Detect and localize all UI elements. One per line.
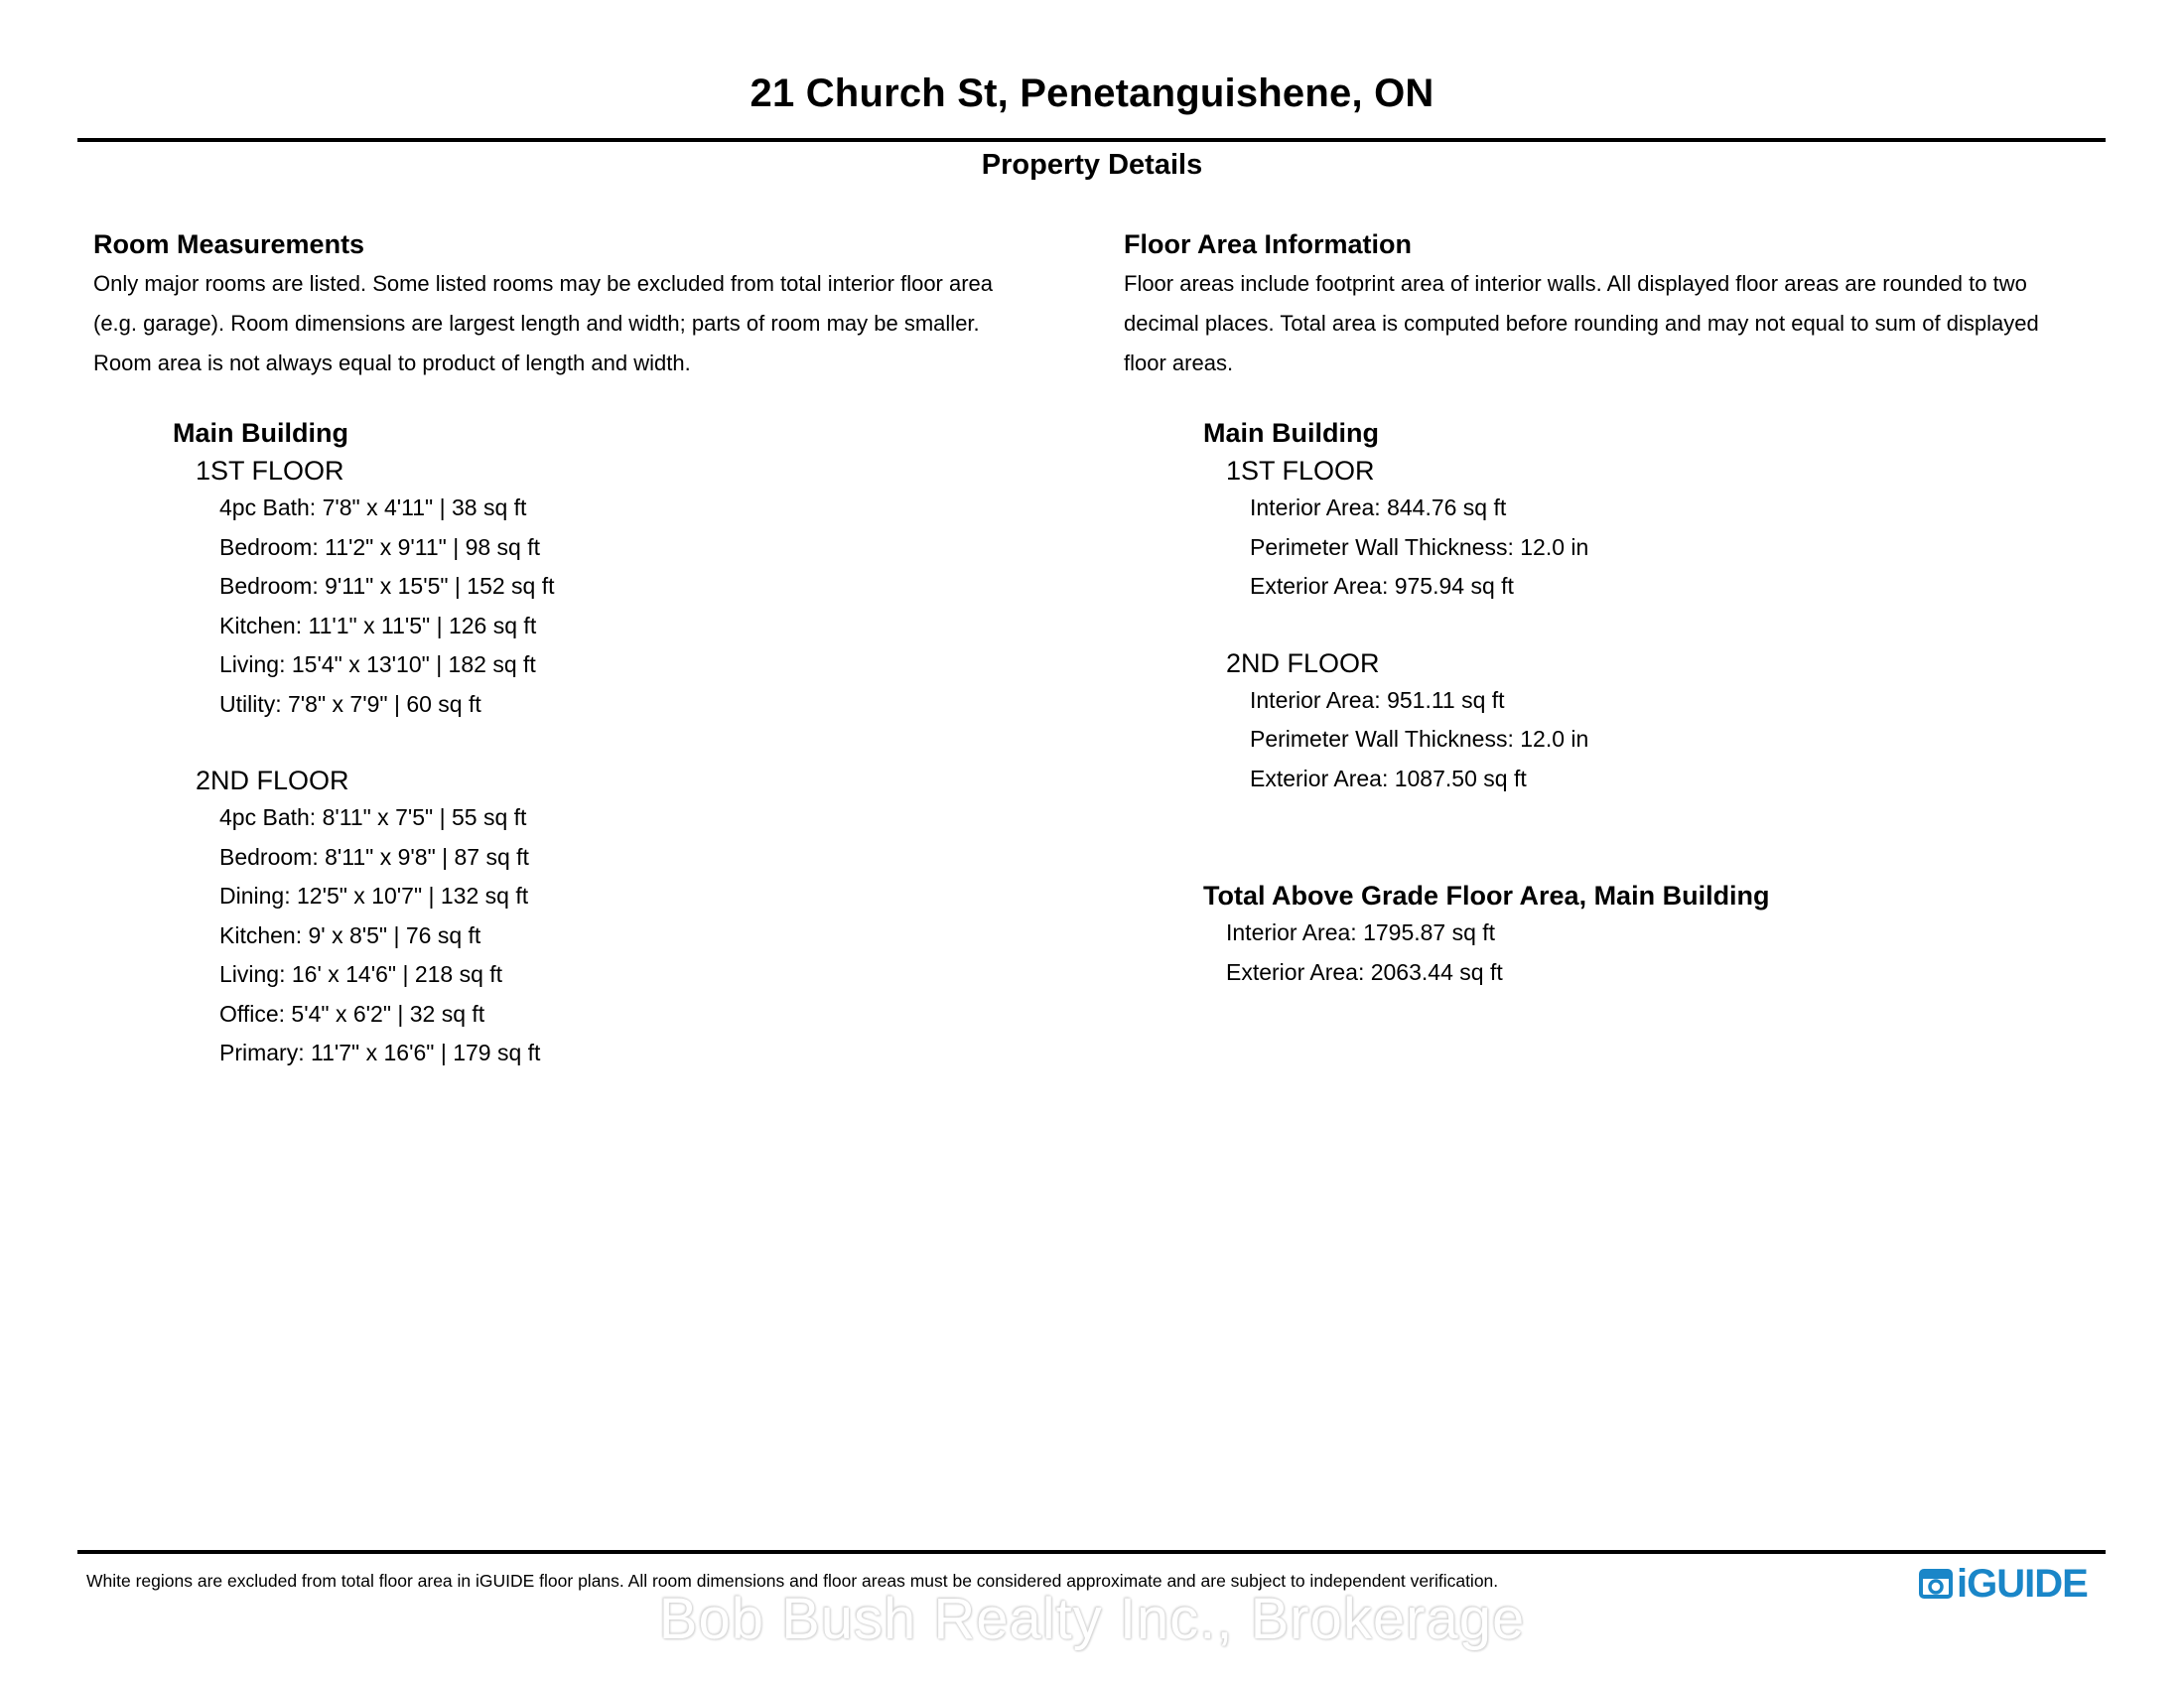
description-line: Room area is not always equal to product of length and width. <box>93 351 691 375</box>
building-name: Main Building <box>173 418 348 448</box>
room-item: Dining: 12'5" x 10'7" | 132 sq ft <box>219 883 529 909</box>
description-line: floor areas. <box>1124 351 1234 375</box>
room-item: Primary: 11'7" x 16'6" | 179 sq ft <box>219 1040 541 1065</box>
area-item: Exterior Area: 1087.50 sq ft <box>1250 765 1527 791</box>
room-list <box>219 489 1086 724</box>
area-item: Perimeter Wall Thickness: 12.0 in <box>1250 726 1589 752</box>
floor-area-heading: Floor Area Information <box>1124 229 1413 259</box>
floor-name: 1ST FLOOR <box>196 456 344 486</box>
description-line: Only major rooms are listed. Some listed rooms may be excluded from total interior floor area <box>93 271 994 296</box>
footer-disclaimer: White regions are excluded from total floor area in iGUIDE floor plans. All room dimensions and floor areas must be considered approximate and are subject to independent verification. <box>86 1571 1499 1591</box>
room-measurements-heading: Room Measurements <box>93 229 365 259</box>
room-item: Kitchen: 11'1" x 11'5" | 126 sq ft <box>219 612 537 638</box>
room-measurements-description <box>93 264 1086 383</box>
room-item: Utility: 7'8" x 7'9" | 60 sq ft <box>219 690 481 717</box>
room-measurements-section <box>93 226 1086 1073</box>
footer-divider <box>77 1550 2106 1554</box>
iguide-logo-text: iGUIDE <box>1957 1562 2088 1606</box>
area-item: Interior Area: 951.11 sq ft <box>1250 686 1505 713</box>
room-item: Bedroom: 8'11" x 9'8" | 87 sq ft <box>219 843 529 870</box>
description-line: decimal places. Total area is computed before rounding and may not equal to sum of displayed <box>1124 311 2039 336</box>
header-divider <box>77 138 2106 142</box>
area-item: Interior Area: 844.76 sq ft <box>1250 494 1507 520</box>
total-area-list <box>1226 914 2116 992</box>
floor-area-description <box>1124 264 2116 383</box>
room-item: Bedroom: 11'2" x 9'11" | 98 sq ft <box>219 533 541 560</box>
page-subtitle: Property Details <box>981 149 1203 181</box>
room-item: 4pc Bath: 7'8" x 4'11" | 38 sq ft <box>219 494 527 520</box>
floor-name: 2ND FLOOR <box>1226 647 1380 678</box>
floor-area-section <box>1124 226 2116 992</box>
floor-name: 2ND FLOOR <box>196 766 349 795</box>
total-area-item: Exterior Area: 2063.44 sq ft <box>1226 958 1503 985</box>
area-item: Exterior Area: 975.94 sq ft <box>1250 573 1514 599</box>
total-area-item: Interior Area: 1795.87 sq ft <box>1226 919 1496 945</box>
room-item: 4pc Bath: 8'11" x 7'5" | 55 sq ft <box>219 804 527 830</box>
building-name: Main Building <box>1203 418 1379 448</box>
room-item: Living: 16' x 14'6" | 218 sq ft <box>219 961 503 987</box>
floor-name: 1ST FLOOR <box>1226 456 1375 486</box>
description-line: Floor areas include footprint area of interior walls. All displayed floor areas are rounded to two <box>1124 271 2027 296</box>
brokerage-watermark: Bob Bush Realty Inc., Brokerage <box>658 1587 1526 1651</box>
page-title: 21 Church St, Penetanguishene, ON <box>750 71 1434 115</box>
total-area-heading: Total Above Grade Floor Area, Main Building <box>1203 881 1770 911</box>
description-line: (e.g. garage). Room dimensions are largest length and width; parts of room may be smaller. <box>93 311 980 336</box>
room-item: Living: 15'4" x 13'10" | 182 sq ft <box>219 651 536 677</box>
room-item: Bedroom: 9'11" x 15'5" | 152 sq ft <box>219 573 555 599</box>
area-list <box>1250 489 2116 607</box>
area-item: Perimeter Wall Thickness: 12.0 in <box>1250 533 1589 560</box>
room-item: Kitchen: 9' x 8'5" | 76 sq ft <box>219 921 481 948</box>
room-list <box>219 798 1086 1073</box>
room-item: Office: 5'4" x 6'2" | 32 sq ft <box>219 1000 485 1027</box>
area-list <box>1250 681 2116 799</box>
